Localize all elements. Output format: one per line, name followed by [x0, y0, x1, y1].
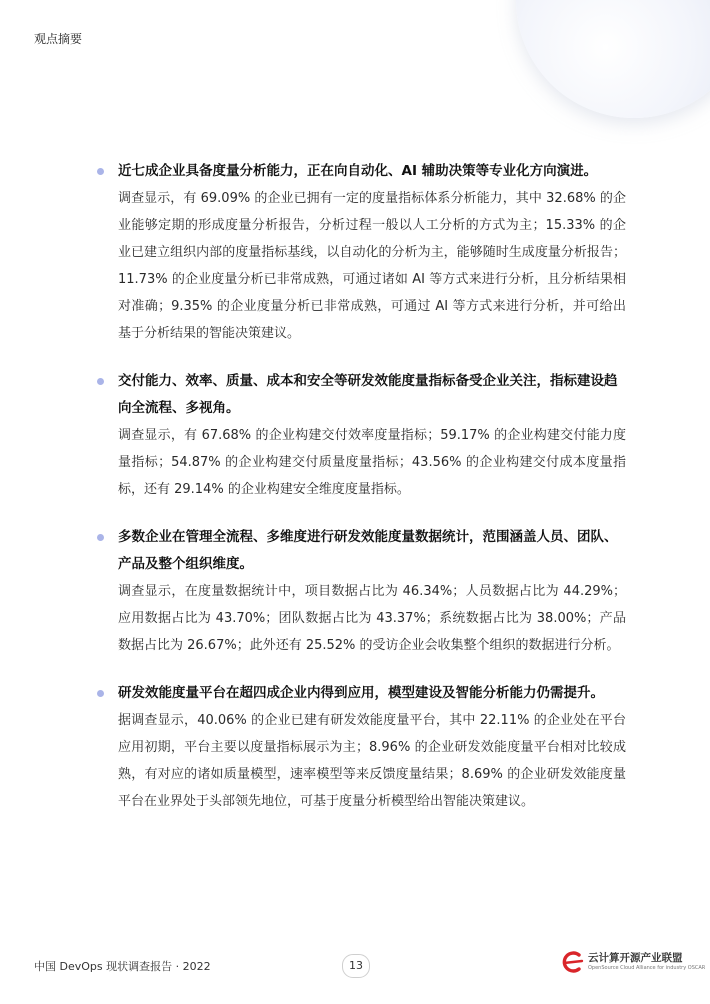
- decorative-sphere: [516, 0, 710, 118]
- section-heading-text: 多数企业在管理全流程、多维度进行研发效能度量数据统计，范围涵盖人员、团队、产品及整个组织维度。: [118, 529, 618, 572]
- oscar-logo: [560, 948, 706, 976]
- section-heading: [96, 524, 626, 578]
- section-heading: [96, 368, 626, 422]
- page-number: 13: [342, 954, 370, 978]
- bullet-icon: [97, 378, 104, 385]
- section-heading-text: 近七成企业具备度量分析能力，正在向自动化、AI 辅助决策等专业化方向演进。: [118, 163, 598, 179]
- oscar-logo-icon: [560, 950, 584, 974]
- bullet-icon: [97, 168, 104, 175]
- section-body: 调查显示，在度量数据统计中，项目数据占比为 46.34%；人员数据占比为 44.29%；应用数据占比为 43.70%；团队数据占比为 43.37%；系统数据占比为 38.00%；产品数据占比为 26.67%；此外还有 25.52% 的受访企业会收集整个组织的数据进行分析。: [118, 584, 626, 653]
- summary-section: [96, 368, 626, 503]
- summary-section: [96, 524, 626, 659]
- section-heading-text: 交付能力、效率、质量、成本和安全等研发效能度量指标备受企业关注，指标建设趋向全流程、多视角。: [118, 373, 618, 416]
- summary-section: [96, 158, 626, 347]
- summary-section: [96, 680, 626, 815]
- section-label: 观点摘要: [34, 32, 83, 46]
- section-heading-text: 研发效能度量平台在超四成企业内得到应用，模型建设及智能分析能力仍需提升。: [118, 685, 604, 701]
- section-body: 据调查显示，40.06% 的企业已建有研发效能度量平台，其中 22.11% 的企业处在平台应用初期，平台主要以度量指标展示为主；8.96% 的企业研发效能度量平台相对比较成熟，有对应的诸如质量模型，速率模型等来反馈度量结果；8.69% 的企业研发效能度量平台在业界处于头部领先地位，可基于度量分析模型给出智能决策建议。: [118, 713, 626, 809]
- bullet-icon: [97, 690, 104, 697]
- section-body: 调查显示，有 67.68% 的企业构建交付效率度量指标；59.17% 的企业构建交付能力度量指标；54.87% 的企业构建交付质量度量指标；43.56% 的企业构建交付成本度量指标，还有 29.14% 的企业构建安全维度度量指标。: [118, 428, 626, 497]
- section-body: 调查显示，有 69.09% 的企业已拥有一定的度量指标体系分析能力，其中 32.68% 的企业能够定期的形成度量分析报告，分析过程一般以人工分析的方式为主；15.33% 的企业已建立组织内部的度量指标基线，以自动化的分析为主，能够随时生成度量分析报告；11.73% 的企业度量分析已非常成熟，可通过诸如 AI 等方式来进行分析，且分析结果相对准确；9.35% 的企业度量分析已非常成熟，可通过 AI 等方式来进行分析，并可给出基于分析结果的智能决策建议。: [118, 191, 626, 341]
- section-heading: [96, 158, 626, 185]
- logo-name: 云计算开源产业联盟: [588, 952, 683, 964]
- summary-content: [96, 158, 626, 836]
- section-heading: [96, 680, 626, 707]
- bullet-icon: [97, 534, 104, 541]
- logo-subtitle: OpenSource Cloud Alliance for industry OSCAR: [588, 965, 706, 971]
- report-title: 中国 DevOps 现状调查报告 · 2022: [34, 960, 211, 973]
